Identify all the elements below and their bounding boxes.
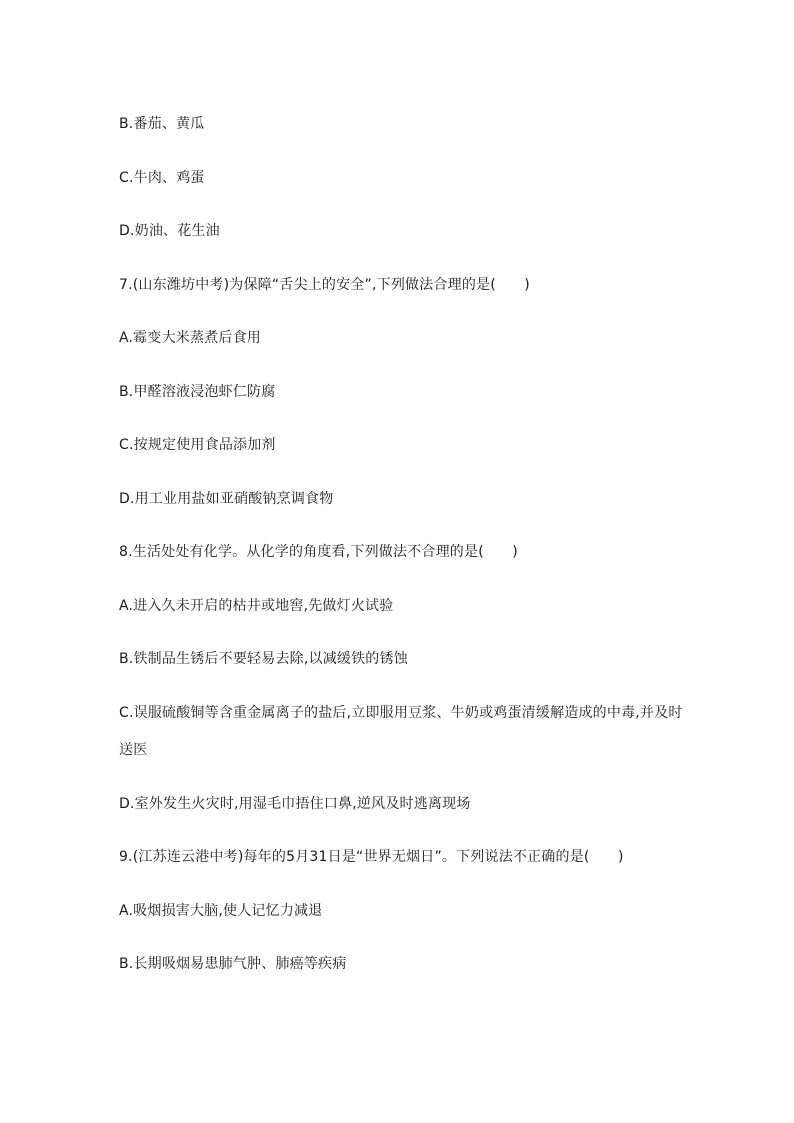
option-7d: D.用工业用盐如亚硝酸钠烹调食物 — [119, 491, 334, 507]
option-7c: C.按规定使用食品添加剂 — [119, 437, 276, 453]
option-6c: C.牛肉、鸡蛋 — [119, 170, 205, 186]
question-8: 8.生活处处有化学。从化学的角度看,下列做法不合理的是( ) — [119, 544, 518, 560]
question-9: 9.(江苏连云港中考)每年的5月31日是“世界无烟日”。下列说法不正确的是( ) — [119, 849, 624, 865]
option-9a: A.吸烟损害大脑,使人记忆力减退 — [119, 903, 323, 919]
question-7: 7.(山东潍坊中考)为保障“舌尖上的安全”,下列做法合理的是( ) — [119, 277, 530, 293]
option-8c: C.误服硫酸铜等含重金属离子的盐后,立即服用豆浆、牛奶或鸡蛋清缓解造成的中毒,并及时 — [119, 705, 683, 721]
option-7a: A.霉变大米蒸煮后食用 — [119, 330, 261, 346]
option-6d: D.奶油、花生油 — [119, 223, 220, 239]
option-8c-continued: 送医 — [119, 742, 148, 758]
option-6b: B.番茄、黄瓜 — [119, 116, 205, 132]
option-8a: A.进入久未开启的枯井或地窖,先做灯火试验 — [119, 598, 394, 614]
option-9b: B.长期吸烟易患肺气肿、肺癌等疾病 — [119, 956, 347, 972]
option-8b: B.铁制品生锈后不要轻易去除,以减缓铁的锈蚀 — [119, 651, 408, 667]
option-7b: B.甲醛溶液浸泡虾仁防腐 — [119, 384, 276, 400]
option-8d: D.室外发生火灾时,用湿毛巾捂住口鼻,逆风及时逃离现场 — [119, 796, 471, 812]
